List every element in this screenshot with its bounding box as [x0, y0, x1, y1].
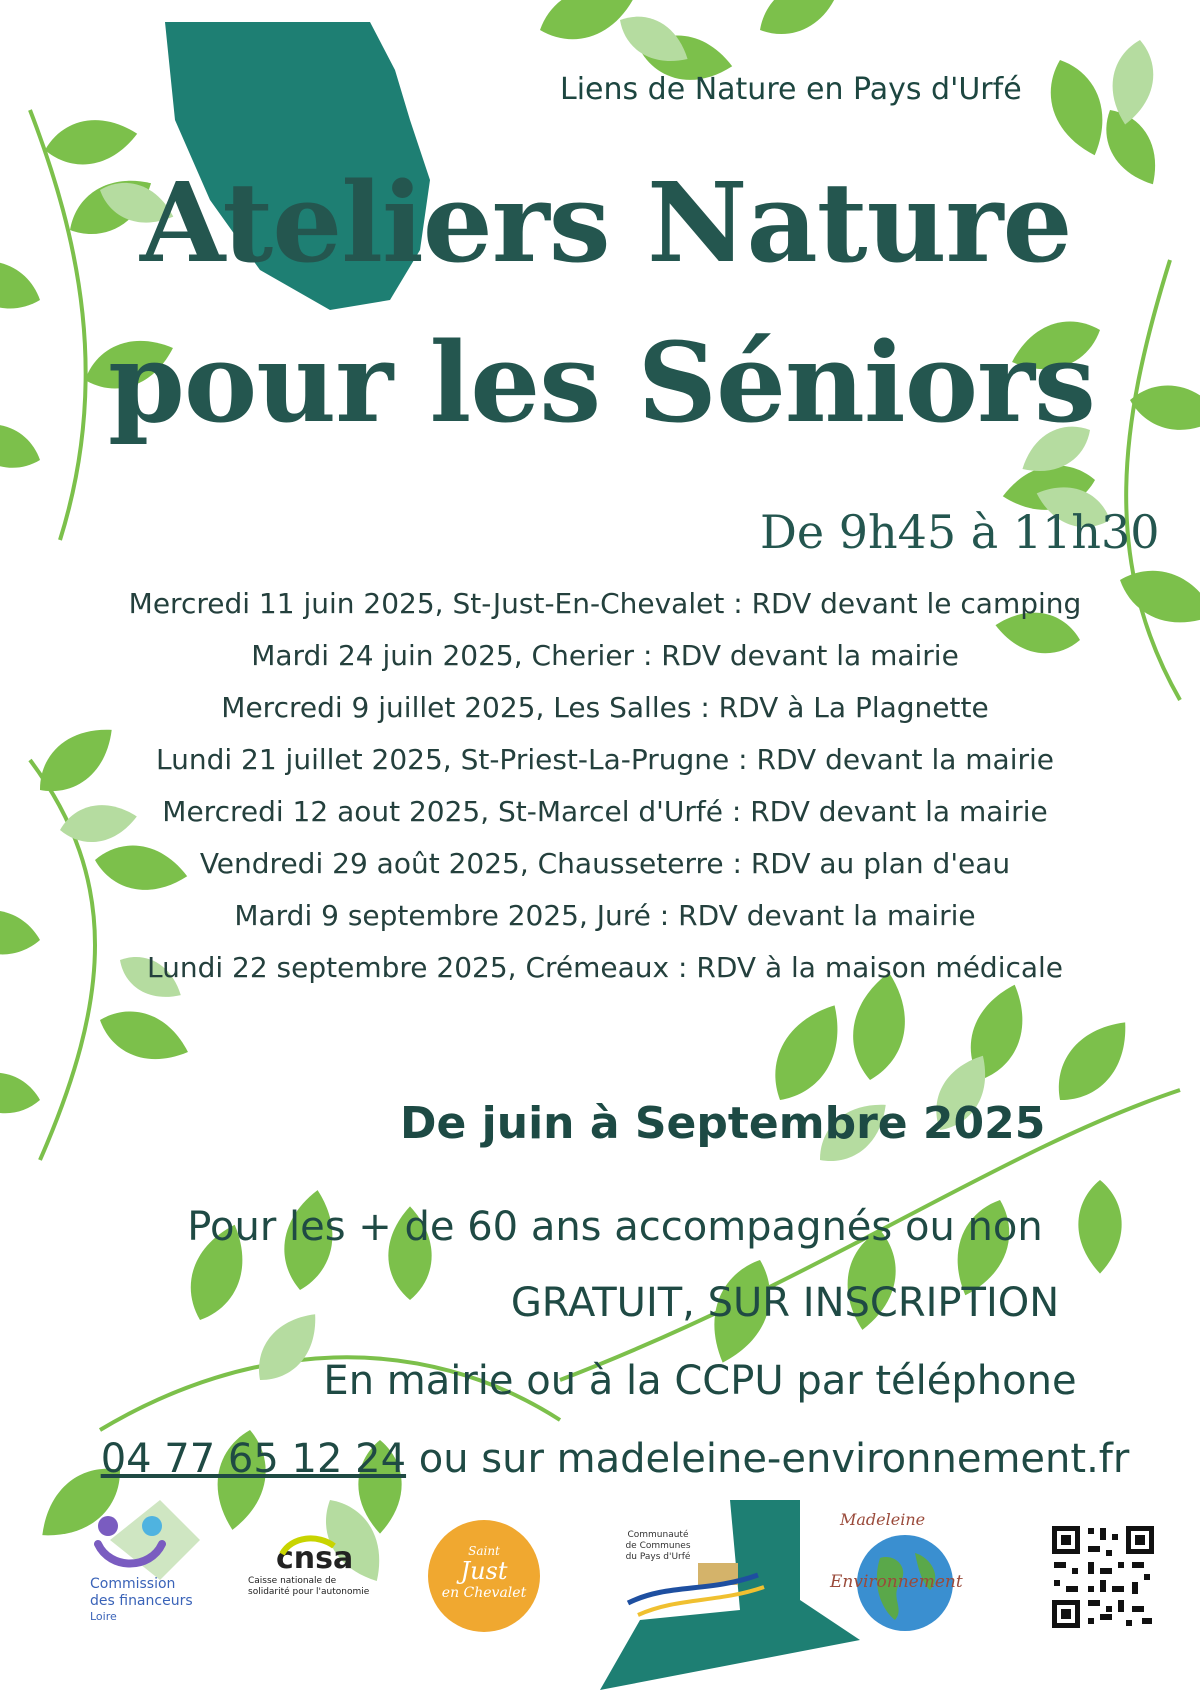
cnsa-line2: solidarité pour l'autonomie [248, 1587, 370, 1597]
ccpu-logo [618, 1530, 768, 1630]
page-title-line1: Ateliers Nature [140, 158, 1072, 287]
madeleine-logo [820, 1510, 990, 1640]
schedule-item: Lundi 21 juillet 2025, St-Priest-La-Prugne : RDV devant la mairie [155, 743, 1055, 776]
ccpu-landscape-icon [618, 1563, 768, 1623]
registration-text: En mairie ou à la CCPU par téléphone [323, 1358, 1077, 1404]
commission-line2: des financeurs [90, 1593, 193, 1609]
phone-number[interactable]: 04 77 65 12 24 [100, 1436, 407, 1482]
partner-logos [0, 1500, 1200, 1690]
commission-logo [90, 1512, 220, 1632]
schedule-item: Vendredi 29 août 2025, Chausseterre : RDV au plan d'eau [199, 847, 1011, 880]
schedule-item: Mardi 9 septembre 2025, Juré : RDV devant la mairie [234, 899, 976, 932]
ccpu-line1: Communauté [627, 1530, 689, 1540]
schedule-list [40, 578, 1170, 994]
saint-just-logo [428, 1520, 540, 1632]
audience-text: Pour les + de 60 ans accompagnés ou non [187, 1204, 1043, 1250]
price-text: GRATUIT, SUR INSCRIPTION [510, 1280, 1060, 1326]
cnsa-logo [248, 1542, 388, 1632]
ccpu-line3: du Pays d'Urfé [625, 1552, 691, 1562]
page-title-line2: pour les Séniors [108, 318, 1095, 447]
commission-line1: Commission [90, 1576, 176, 1592]
schedule-item: Lundi 22 septembre 2025, Crémeaux : RDV à la maison médicale [146, 951, 1064, 984]
ccpu-line2: de Communes [625, 1541, 691, 1551]
saint-just-line2: Just [460, 1557, 508, 1585]
madeleine-line2: Environnement [830, 1572, 963, 1592]
organizer-subtitle: Liens de Nature en Pays d'Urfé [560, 72, 1022, 107]
commission-smile-icon [90, 1512, 220, 1572]
cnsa-name: cnsa [276, 1541, 354, 1576]
cnsa-line1: Caisse nationale de [248, 1576, 337, 1586]
saint-just-line1: Saint [468, 1544, 500, 1558]
madeleine-line1: Madeleine [840, 1510, 926, 1529]
time-range: De 9h45 à 11h30 [760, 505, 1160, 559]
commission-line3: Loire [90, 1610, 117, 1623]
period-heading: De juin à Septembre 2025 [400, 1098, 1046, 1149]
qr-code-icon[interactable] [1048, 1522, 1158, 1632]
saint-just-line3: en Chevalet [441, 1585, 527, 1601]
schedule-item: Mardi 24 juin 2025, Cherier : RDV devant la mairie [251, 639, 959, 672]
schedule-item: Mercredi 9 juillet 2025, Les Salles : RDV à La Plagnette [221, 691, 989, 724]
cnsa-arc-icon [278, 1532, 338, 1556]
website-text[interactable]: ou sur madeleine-environnement.fr [406, 1436, 1130, 1482]
schedule-item: Mercredi 11 juin 2025, St-Just-En-Chevalet : RDV devant le camping [128, 587, 1082, 620]
contact-line [60, 1436, 1170, 1482]
schedule-item: Mercredi 12 aout 2025, St-Marcel d'Urfé : RDV devant la mairie [162, 795, 1048, 828]
